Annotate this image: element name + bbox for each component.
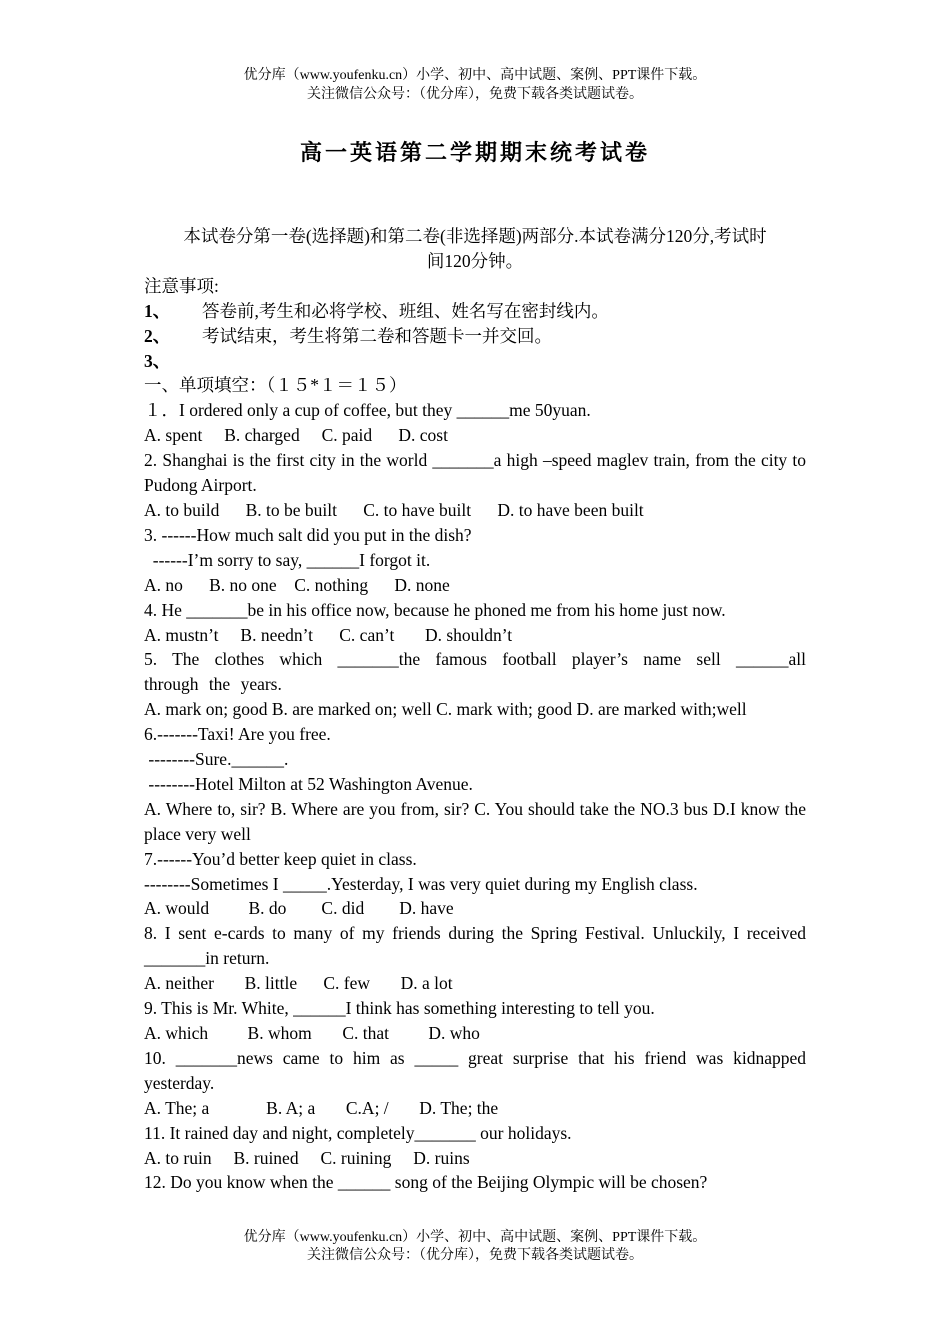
question-line: 11. It rained day and night, completely_______ our holidays. bbox=[144, 1122, 572, 1143]
question-line: --------Hotel Milton at 52 Washington Avenue. bbox=[144, 773, 473, 794]
question-line: １．I ordered only a cup of coffee, but they ______me 50yuan. bbox=[144, 400, 591, 421]
note-item bbox=[144, 324, 806, 349]
note-number: 1、 bbox=[144, 300, 171, 321]
page-title: 高一英语第二学期期末统考试卷 bbox=[299, 140, 650, 165]
question-line: 4. He _______be in his office now, because he phoned me from his home just now. bbox=[144, 599, 726, 620]
question-line: --------Sometimes I _____.Yesterday, I was very quiet during my English class. bbox=[144, 873, 698, 894]
question-line: 12. Do you know when the ______ song of the Beijing Olympic will be chosen? bbox=[144, 1172, 708, 1193]
note-item bbox=[144, 349, 806, 374]
note-item bbox=[144, 299, 806, 324]
notes-heading: 注意事项: bbox=[144, 275, 219, 296]
options-line: A. neither B. little C. few D. a lot bbox=[144, 973, 453, 994]
options-line: A. no B. no one C. nothing D. none bbox=[144, 574, 450, 595]
question-line: ------I’m sorry to say, ______I forgot it. bbox=[144, 549, 431, 570]
question-line: 9. This is Mr. White, ______I think has something interesting to tell you. bbox=[144, 998, 655, 1019]
note-text: 考试结束，考生将第二卷和答题卡一并交回。 bbox=[202, 325, 552, 346]
options-line: A. The; a B. A; a C.A; / D. The; the bbox=[144, 1097, 499, 1118]
note-number: 3、 bbox=[144, 350, 171, 371]
question-line: 7.------You’d better keep quiet in class. bbox=[144, 848, 417, 869]
options-line: A. which B. whom C. that D. who bbox=[144, 1023, 480, 1043]
options-line: A. to ruin B. ruined C. ruining D. ruins bbox=[144, 1147, 470, 1168]
options-line: A. spent B. charged C. paid D. cost bbox=[144, 425, 448, 446]
question-line: 10. _______news came to him as _____ great surprise that his friend was kidnapped yesterday. bbox=[144, 1047, 806, 1093]
note-text: 答卷前,考生和必将学校、班组、姓名写在密封线内。 bbox=[202, 300, 609, 321]
options-line: A. to build B. to be built C. to have built D. to have been built bbox=[144, 499, 644, 520]
question-line: 2. Shanghai is the first city in the world _______a high –speed maglev train, from the city to Pudong Airport. bbox=[144, 450, 806, 496]
intro-line-1: 本试卷分第一卷(选择题)和第二卷(非选择题)两部分.本试卷满分120分,考试时 bbox=[183, 226, 767, 246]
options-line: A. would B. do C. did D. have bbox=[144, 898, 454, 919]
question-line: 8. I sent e-cards to many of my friends during the Spring Festival. Unluckily, I received _______in return. bbox=[144, 923, 806, 969]
header-line-1: 优分库（www.youfenku.cn）小学、初中、高中试题、案例、PPT课件下载。 bbox=[243, 68, 707, 83]
section-heading: 一、单项填空：（１５*１＝１５） bbox=[144, 375, 407, 396]
options-line: A. mustn’t B. needn’t C. can’t D. shouldn’t bbox=[144, 624, 513, 645]
header-line-2: 关注微信公众号：（优分库），免费下载各类试题试卷。 bbox=[307, 87, 643, 102]
intro-line-2: 间120分钟。 bbox=[426, 250, 524, 271]
question-line: --------Sure.______. bbox=[144, 749, 289, 770]
options-line: A. mark on; good B. are marked on; well C. mark with; good D. are marked with;well bbox=[144, 699, 747, 720]
footer-line-1: 优分库（www.youfenku.cn）小学、初中、高中试题、案例、PPT课件下载。 bbox=[243, 1230, 707, 1245]
exam-content bbox=[144, 224, 806, 1195]
question-line: 5. The clothes which _______the famous football player’s name sell ______all through the years. bbox=[144, 649, 806, 695]
options-line: A. Where to, sir? B. Where are you from, sir? C. You should take the NO.3 bus D.I know the place very well bbox=[144, 798, 806, 844]
question-line: 6.-------Taxi! Are you free. bbox=[144, 724, 331, 745]
note-number: 2、 bbox=[144, 325, 171, 346]
footer-line-2: 关注微信公众号：（优分库），免费下载各类试题试卷。 bbox=[307, 1248, 643, 1263]
question-line: 3. ------How much salt did you put in the dish? bbox=[144, 524, 472, 545]
